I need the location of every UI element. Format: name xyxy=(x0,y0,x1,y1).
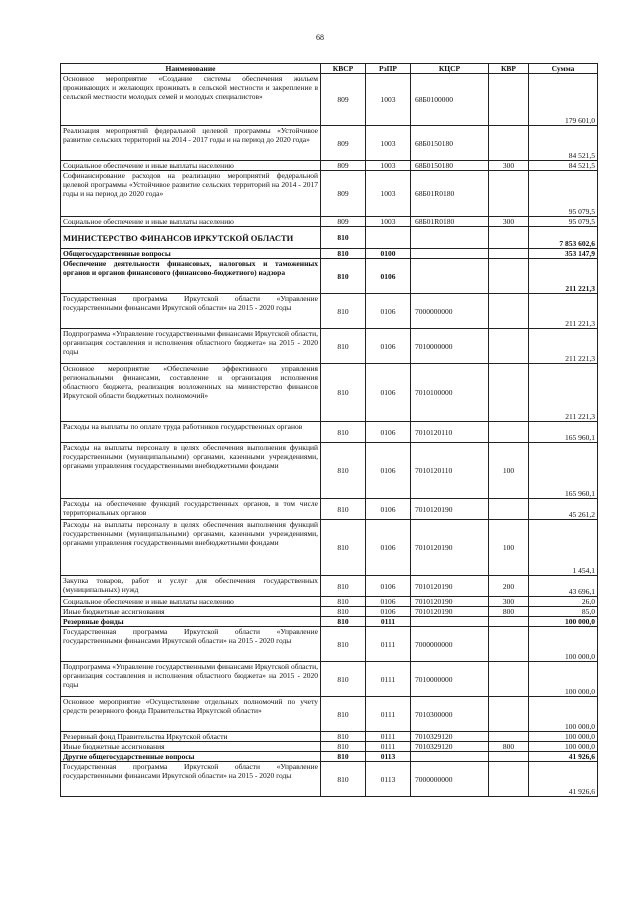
cell-name: Расходы на обеспечение функций государственных органов, в том числе территориальных органов xyxy=(61,499,321,520)
cell-kvr: 800 xyxy=(489,607,529,617)
cell-kvr: 800 xyxy=(489,742,529,752)
cell-kcsr xyxy=(411,249,489,259)
cell-name: МИНИСТЕРСТВО ФИНАНСОВ ИРКУТСКОЙ ОБЛАСТИ xyxy=(61,227,321,249)
cell-kvsr: 810 xyxy=(321,364,366,422)
cell-name: Иные бюджетные ассигнования xyxy=(61,607,321,617)
table-row xyxy=(61,329,598,364)
cell-sum: 95 079,5 xyxy=(529,171,598,217)
cell-name: Расходы на выплаты персоналу в целях обеспечения выполнения функций государственными (муниципальными) органами, казенными учреждениями, органами управления государственными внебюджетными фондами xyxy=(61,443,321,499)
cell-sum: 43 696,1 xyxy=(529,576,598,597)
cell-sum: 26,0 xyxy=(529,597,598,607)
cell-kvsr: 810 xyxy=(321,742,366,752)
cell-kcsr: 7010120190 xyxy=(411,607,489,617)
cell-name: Другие общегосударственные вопросы xyxy=(61,752,321,762)
cell-kvr xyxy=(489,249,529,259)
cell-kvr xyxy=(489,259,529,294)
cell-kvsr: 810 xyxy=(321,762,366,797)
cell-kvr xyxy=(489,697,529,732)
column-header-kcsr: КЦСР xyxy=(411,64,489,74)
table-row xyxy=(61,627,598,662)
cell-rzpr: 0106 xyxy=(366,259,411,294)
cell-rzpr: 0111 xyxy=(366,732,411,742)
table-row xyxy=(61,607,598,617)
cell-sum: 211 221,3 xyxy=(529,294,598,329)
cell-name: Социальное обеспечение и иные выплаты населению xyxy=(61,597,321,607)
cell-kcsr: 7010300000 xyxy=(411,697,489,732)
cell-kvsr: 810 xyxy=(321,329,366,364)
table-row xyxy=(61,126,598,161)
table-row xyxy=(61,364,598,422)
cell-kvsr: 810 xyxy=(321,732,366,742)
cell-kvsr: 810 xyxy=(321,627,366,662)
cell-kcsr: 7010000000 xyxy=(411,662,489,697)
cell-kcsr: 7010120190 xyxy=(411,597,489,607)
table-row xyxy=(61,227,598,249)
cell-rzpr: 0106 xyxy=(366,443,411,499)
cell-name: Социальное обеспечение и иные выплаты населению xyxy=(61,217,321,227)
cell-sum: 100 000,0 xyxy=(529,697,598,732)
cell-sum: 100 000,0 xyxy=(529,627,598,662)
column-header-rzpr: РзПР xyxy=(366,64,411,74)
cell-kvr xyxy=(489,732,529,742)
column-header-kvsr: КВСР xyxy=(321,64,366,74)
cell-kcsr xyxy=(411,259,489,294)
cell-sum: 165 960,1 xyxy=(529,422,598,443)
cell-kcsr: 7010120190 xyxy=(411,499,489,520)
cell-kvsr: 810 xyxy=(321,443,366,499)
cell-kcsr xyxy=(411,752,489,762)
cell-sum: 84 521,5 xyxy=(529,126,598,161)
cell-kvsr: 810 xyxy=(321,617,366,627)
cell-name: Государственная программа Иркутской области «Управление государственными финансами Иркутской области» на 2015 - 2020 годы xyxy=(61,627,321,662)
cell-kvr: 100 xyxy=(489,443,529,499)
cell-rzpr: 0106 xyxy=(366,576,411,597)
cell-sum: 100 000,0 xyxy=(529,617,598,627)
table-row xyxy=(61,576,598,597)
cell-kvr xyxy=(489,762,529,797)
cell-name: Государственная программа Иркутской области «Управление государственными финансами Иркутской области» на 2015 - 2020 годы xyxy=(61,294,321,329)
cell-rzpr: 0100 xyxy=(366,249,411,259)
cell-rzpr: 1003 xyxy=(366,161,411,171)
cell-name: Подпрограмма «Управление государственными финансами Иркутской области, организация составления и исполнения областного бюджета» на 2015 - 2020 годы xyxy=(61,329,321,364)
cell-kvsr: 810 xyxy=(321,607,366,617)
cell-sum: 95 079,5 xyxy=(529,217,598,227)
cell-name: Расходы на выплаты персоналу в целях обеспечения выполнения функций государственными (муниципальными) органами, казенными учреждениями, органами управления государственными внебюджетными фондами xyxy=(61,520,321,576)
cell-kcsr: 7010100000 xyxy=(411,364,489,422)
table-row xyxy=(61,259,598,294)
cell-kcsr: 7010329120 xyxy=(411,742,489,752)
cell-kvr: 200 xyxy=(489,576,529,597)
cell-kvr xyxy=(489,752,529,762)
table-row xyxy=(61,662,598,697)
cell-sum: 84 521,5 xyxy=(529,161,598,171)
cell-sum: 41 926,6 xyxy=(529,752,598,762)
cell-kcsr: 7010120110 xyxy=(411,443,489,499)
cell-rzpr: 1003 xyxy=(366,217,411,227)
cell-kvr xyxy=(489,171,529,217)
cell-name: Основное мероприятие «Осуществление отдельных полномочий по учету средств резервного фонда Правительства Иркутской области» xyxy=(61,697,321,732)
cell-rzpr: 0113 xyxy=(366,762,411,797)
cell-rzpr: 0106 xyxy=(366,499,411,520)
cell-kvsr: 810 xyxy=(321,294,366,329)
table-row xyxy=(61,732,598,742)
cell-kcsr: 68Б01R0180 xyxy=(411,217,489,227)
cell-name: Резервный фонд Правительства Иркутской области xyxy=(61,732,321,742)
cell-name: Реализация мероприятий федеральной целевой программы «Устойчивое развитие сельских территорий на 2014 - 2017 годы и на период до 2020 года» xyxy=(61,126,321,161)
cell-rzpr: 1003 xyxy=(366,74,411,126)
cell-rzpr: 1003 xyxy=(366,171,411,217)
cell-kvsr: 809 xyxy=(321,161,366,171)
cell-rzpr: 0106 xyxy=(366,364,411,422)
cell-sum: 1 454,1 xyxy=(529,520,598,576)
cell-name: Общегосударственные вопросы xyxy=(61,249,321,259)
cell-rzpr: 0111 xyxy=(366,697,411,732)
column-header-name: Наименование xyxy=(61,64,321,74)
cell-name: Государственная программа Иркутской области «Управление государственными финансами Иркутской области» на 2015 - 2020 годы xyxy=(61,762,321,797)
cell-rzpr: 0106 xyxy=(366,597,411,607)
cell-kvr: 300 xyxy=(489,217,529,227)
cell-kcsr: 7010329120 xyxy=(411,732,489,742)
cell-name: Закупка товаров, работ и услуг для обеспечения государственных (муниципальных) нужд xyxy=(61,576,321,597)
page-number: 68 xyxy=(316,33,324,42)
cell-kvsr: 809 xyxy=(321,126,366,161)
cell-sum: 7 853 602,6 xyxy=(529,227,598,249)
cell-kvr xyxy=(489,227,529,249)
cell-rzpr: 0111 xyxy=(366,742,411,752)
cell-sum: 100 000,0 xyxy=(529,662,598,697)
cell-name: Основное мероприятие «Обеспечение эффективного управления региональными финансами, составление и организация исполнения областного бюджета, реализация возложенных на министерство финансов Иркутской области бюджетных полномочий» xyxy=(61,364,321,422)
cell-kvsr: 810 xyxy=(321,752,366,762)
cell-kvsr: 810 xyxy=(321,259,366,294)
cell-sum: 100 000,0 xyxy=(529,732,598,742)
cell-kcsr: 68Б0150180 xyxy=(411,161,489,171)
cell-kvr xyxy=(489,422,529,443)
cell-sum: 165 960,1 xyxy=(529,443,598,499)
cell-kcsr: 7010120110 xyxy=(411,422,489,443)
cell-sum: 211 221,3 xyxy=(529,259,598,294)
cell-sum: 179 601,0 xyxy=(529,74,598,126)
cell-kcsr xyxy=(411,617,489,627)
cell-kcsr xyxy=(411,227,489,249)
cell-kvsr: 809 xyxy=(321,74,366,126)
table-row xyxy=(61,74,598,126)
cell-name: Резервные фонды xyxy=(61,617,321,627)
table-row xyxy=(61,294,598,329)
cell-kvsr: 809 xyxy=(321,217,366,227)
cell-rzpr: 0106 xyxy=(366,607,411,617)
table-row xyxy=(61,697,598,732)
cell-sum: 45 261,2 xyxy=(529,499,598,520)
cell-name: Подпрограмма «Управление государственными финансами Иркутской области, организация составления и исполнения областного бюджета» на 2015 - 2020 годы xyxy=(61,662,321,697)
cell-kcsr: 7000000000 xyxy=(411,762,489,797)
cell-kvr: 300 xyxy=(489,597,529,607)
column-header-kvr: КВР xyxy=(489,64,529,74)
table-header-row xyxy=(61,64,598,74)
cell-name: Расходы на выплаты по оплате труда работников государственных органов xyxy=(61,422,321,443)
table-row xyxy=(61,422,598,443)
cell-kvr xyxy=(489,126,529,161)
cell-sum: 353 147,9 xyxy=(529,249,598,259)
cell-name: Обеспечение деятельности финансовых, налоговых и таможенных органов и органов финансового (финансово-бюджетного) надзора xyxy=(61,259,321,294)
cell-rzpr: 0106 xyxy=(366,329,411,364)
cell-kvr xyxy=(489,364,529,422)
cell-kcsr: 68Б0100000 xyxy=(411,74,489,126)
cell-rzpr: 0111 xyxy=(366,617,411,627)
cell-name: Иные бюджетные ассигнования xyxy=(61,742,321,752)
table-row xyxy=(61,161,598,171)
cell-kvsr: 810 xyxy=(321,520,366,576)
cell-rzpr: 0106 xyxy=(366,422,411,443)
cell-kvr: 100 xyxy=(489,520,529,576)
cell-kvr xyxy=(489,662,529,697)
cell-kvr: 300 xyxy=(489,161,529,171)
cell-kcsr: 7010120190 xyxy=(411,576,489,597)
column-header-sum: Сумма xyxy=(529,64,598,74)
cell-kcsr: 68Б0150180 xyxy=(411,126,489,161)
cell-name: Социальное обеспечение и иные выплаты населению xyxy=(61,161,321,171)
cell-sum: 85,0 xyxy=(529,607,598,617)
cell-kvsr: 810 xyxy=(321,422,366,443)
cell-kvr xyxy=(489,627,529,662)
cell-kvsr: 810 xyxy=(321,249,366,259)
cell-kcsr: 7010120190 xyxy=(411,520,489,576)
cell-rzpr: 0111 xyxy=(366,662,411,697)
cell-kvsr: 810 xyxy=(321,499,366,520)
cell-kcsr: 7000000000 xyxy=(411,294,489,329)
table-row xyxy=(61,742,598,752)
table-row xyxy=(61,217,598,227)
cell-kcsr: 7000000000 xyxy=(411,627,489,662)
cell-kcsr: 7010000000 xyxy=(411,329,489,364)
cell-kvsr: 810 xyxy=(321,697,366,732)
cell-kvsr: 809 xyxy=(321,171,366,217)
cell-kvsr: 810 xyxy=(321,227,366,249)
cell-kvsr: 810 xyxy=(321,576,366,597)
table-row xyxy=(61,762,598,797)
cell-kvsr: 810 xyxy=(321,662,366,697)
cell-sum: 41 926,6 xyxy=(529,762,598,797)
table-body xyxy=(61,74,598,797)
cell-rzpr xyxy=(366,227,411,249)
budget-table xyxy=(60,63,598,797)
cell-rzpr: 0111 xyxy=(366,627,411,662)
cell-sum: 211 221,3 xyxy=(529,364,598,422)
cell-sum: 211 221,3 xyxy=(529,329,598,364)
cell-rzpr: 0106 xyxy=(366,294,411,329)
table-row xyxy=(61,520,598,576)
cell-kvsr: 810 xyxy=(321,597,366,607)
table-row xyxy=(61,249,598,259)
table-row xyxy=(61,617,598,627)
cell-sum: 100 000,0 xyxy=(529,742,598,752)
table-row xyxy=(61,752,598,762)
table-row xyxy=(61,443,598,499)
table-row xyxy=(61,499,598,520)
table-row xyxy=(61,597,598,607)
cell-name: Основное мероприятие «Создание системы обеспечения жильем проживающих и желающих проживать в сельской местности и закрепление в сельской местности молодых семей и молодых специалистов» xyxy=(61,74,321,126)
cell-kvr xyxy=(489,294,529,329)
cell-kvr xyxy=(489,499,529,520)
cell-rzpr: 0106 xyxy=(366,520,411,576)
table-row xyxy=(61,171,598,217)
cell-kvr xyxy=(489,74,529,126)
cell-rzpr: 1003 xyxy=(366,126,411,161)
cell-name: Софинансирование расходов на реализацию мероприятий федеральной целевой программы «Устойчивое развитие сельских территорий на 2014 - 2017 годы и на период до 2020 года» xyxy=(61,171,321,217)
cell-kcsr: 68Б01R0180 xyxy=(411,171,489,217)
cell-rzpr: 0113 xyxy=(366,752,411,762)
cell-kvr xyxy=(489,617,529,627)
cell-kvr xyxy=(489,329,529,364)
